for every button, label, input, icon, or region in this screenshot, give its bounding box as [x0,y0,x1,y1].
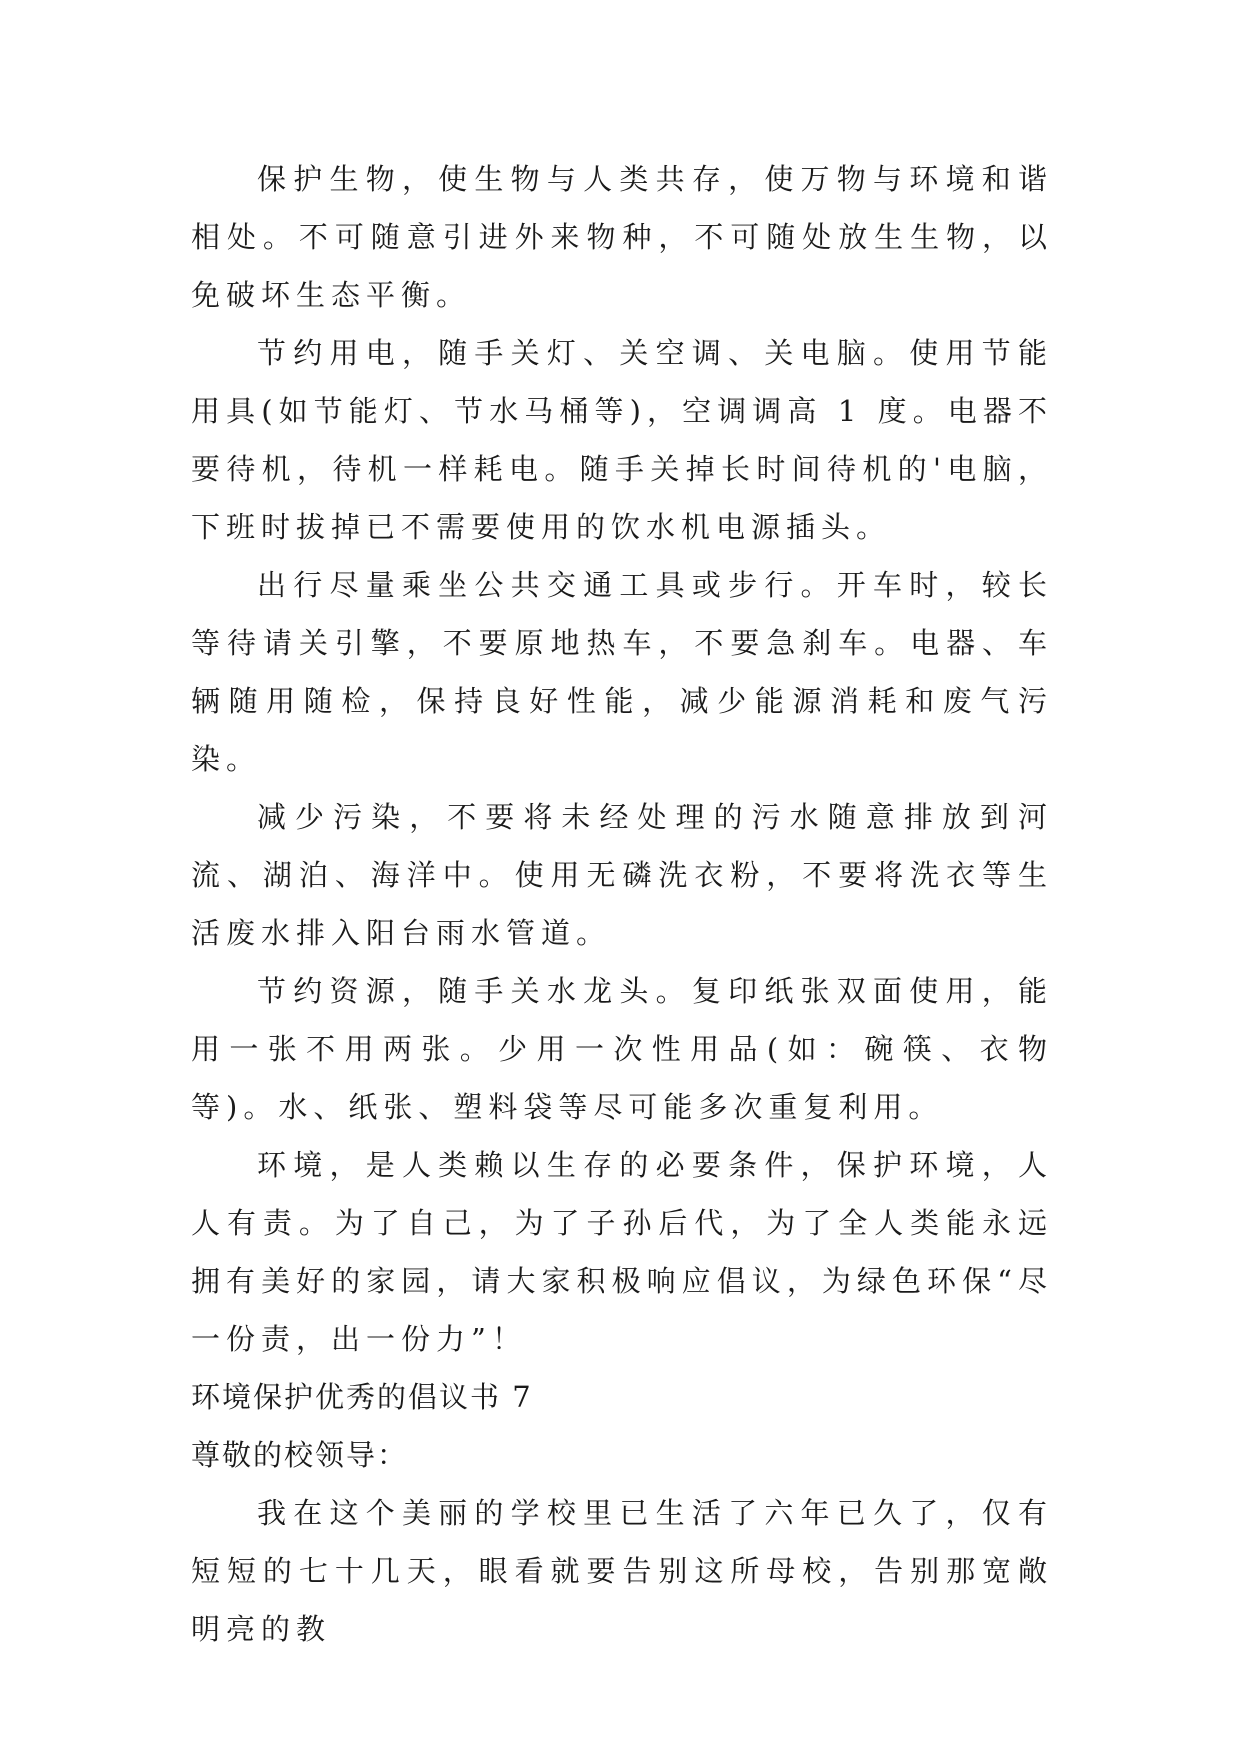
section-title: 环境保护优秀的倡议书 7 [191,1380,533,1414]
paragraph-protect-biology: 保护生物，使生物与人类共存，使万物与环境和谐相处。不可随意引进外来物种，不可随处放生生物，以免破坏生态平衡。 [191,162,1053,312]
paragraph-reduce-pollution: 减少污染，不要将未经处理的污水随意排放到河流、湖泊、海洋中。使用无磷洗衣粉，不要将洗衣等生活废水排入阳台雨水管道。 [191,800,1053,950]
salutation: 尊敬的校领导： [191,1438,409,1472]
paragraph-save-electricity: 节约用电，随手关灯、关空调、关电脑。使用节能用具(如节能灯、节水马桶等)，空调调高 1 度。电器不要待机，待机一样耗电。随手关掉长时间待机的'电脑，下班时拔掉已不需要使用的饮水机电源插头。 [191,336,1053,544]
paragraph-letter-opening: 我在这个美丽的学校里已生活了六年已久了，仅有短短的七十几天，眼看就要告别这所母校，告别那宽敞明亮的教 [191,1496,1053,1646]
document-page [191,150,1053,1658]
paragraph-conclusion: 环境，是人类赖以生存的必要条件，保护环境，人人有责。为了自己，为了子孙后代，为了全人类能永远拥有美好的家园，请大家积极响应倡议，为绿色环保“尽一份责，出一份力”！ [191,1148,1053,1356]
paragraph-public-transport: 出行尽量乘坐公共交通工具或步行。开车时，较长等待请关引擎，不要原地热车，不要急刹车。电器、车辆随用随检，保持良好性能，减少能源消耗和废气污染。 [191,568,1053,776]
paragraph-save-resources: 节约资源，随手关水龙头。复印纸张双面使用，能用一张不用两张。少用一次性用品(如：碗筷、衣物等)。水、纸张、塑料袋等尽可能多次重复利用。 [191,974,1053,1124]
